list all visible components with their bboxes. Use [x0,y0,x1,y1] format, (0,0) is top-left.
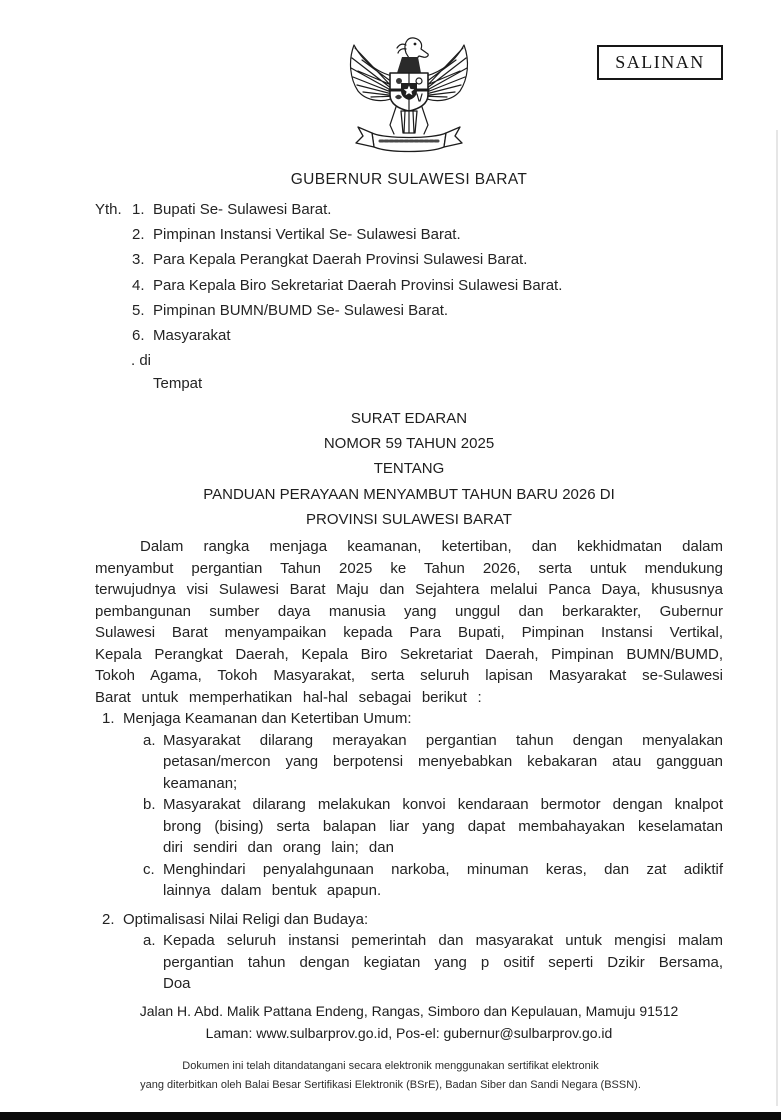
scan-edge-line [776,130,778,1106]
title-line-tentang: TENTANG [373,460,445,478]
section-1 [95,708,723,902]
sub-item-letter: a. [143,932,156,949]
salinan-stamp [597,45,723,80]
bottom-scan-bar [0,1112,781,1120]
addressee-text: Bupati Se- Sulawesi Barat. [153,201,332,218]
section-heading: Optimalisasi Nilai Religi dan Budaya: [123,910,369,928]
section-number: 2. [102,910,115,928]
sub-item-text: Masyarakat dilarang melakukan konvoi kendaraan bermotor dengan knalpot brong (bising) serta balapan liar yang dapat membahayakan keselamatan diri sendiri dan orang lain; dan [163,796,723,856]
addressee-row [95,249,723,274]
section-2 [95,909,723,995]
footer-address-block [95,1000,723,1044]
garuda-pancasila-emblem [344,33,474,161]
section-heading: Menjaga Keamanan dan Ketertiban Umum: [123,710,412,727]
addressee-text: Pimpinan Instansi Vertikal Se- Sulawesi Barat. [153,226,461,244]
salinan-stamp-label: SALINAN [615,52,705,72]
addressee-number: 4. [132,276,145,294]
sub-item-letter: b. [143,796,156,813]
addressee-number: 5. [132,301,145,319]
addressee-row [95,300,723,325]
addressee-row [95,275,723,300]
addressee-number: 2. [132,226,145,244]
sub-item-text: Menghindari penyalahgunaan narkoba, minuman keras, dan zat adiktif lainnya dalam bentuk apapun. [163,860,723,899]
esign-notice [0,1057,781,1095]
addressee-text: Para Kepala Perangkat Daerah Provinsi Sulawesi Barat. [153,251,528,269]
addressee-row [95,199,723,224]
sub-item-letter: a. [143,731,156,749]
addressee-text: Pimpinan BUMN/BUMD Se- Sulawesi Barat. [153,301,449,319]
sub-item [143,930,723,995]
addressee-text: Para Kepala Biro Sekretariat Daerah Provinsi Sulawesi Barat. [153,276,563,294]
letterhead-title: GUBERNUR SULAWESI BARAT [290,171,528,188]
sub-item [143,859,723,902]
addressee-number: 6. [132,326,145,344]
addressee-number: 3. [132,251,145,269]
addressee-list [95,199,723,398]
title-line-subject-1: PANDUAN PERAYAAN MENYAMBUT TAHUN BARU 2026 DI [203,485,615,503]
footer-contact-line: Laman: www.sulbarprov.go.id, Pos-el: gubernur@sulbarprov.go.id [205,1025,613,1041]
sub-item-text: Kepada seluruh instansi pemerintah dan masyarakat untuk mengisi malam pergantian tahun dengan kegiatan yang p ositif seperti Dzikir Bersama, Doa [163,932,723,992]
footer-address-line: Jalan H. Abd. Malik Pattana Endeng, Rangas, Simboro dan Kepulauan, Mamuju 91512 [139,1003,679,1019]
sub-item [143,794,723,859]
addressee-row [95,224,723,249]
esign-notice-line-1: Dokumen ini telah ditandatangani secara elektronik menggunakan sertifikat elektronik [182,1060,599,1072]
title-line-type: SURAT EDARAN [350,410,468,427]
title-line-number: NOMOR 59 TAHUN 2025 [323,435,495,453]
addressee-location-di: . di [131,352,152,370]
addressee-number: 1. [132,201,145,218]
opening-paragraph: Dalam rangka menjaga keamanan, ketertiban, dan kekhidmatan dalam menyambut pergantian Tahun 2025 ke Tahun 2026, serta untuk mendukung terwujudnya visi Sulawesi Barat Maju dan Sejahtera melalui Panca Daya, khususnya pembangunan sumber daya manusia yang unggul dan berkarakter, Gubernur Sulawesi Barat menyampaikan kepada Para Bupati, Pimpinan Instansi Vertikal, Kepala Perangkat Daerah, Kepala Biro Sekretariat Daerah, Pimpinan BUMN/BUMD, Tokoh Agama, Tokoh Masyarakat, serta seluruh lapisan Masyarakat se-Sulawesi Barat untuk memperhatikan hal-hal sebagai berikut : [95,538,723,706]
title-line-subject-2: PROVINSI SULAWESI BARAT [306,510,512,528]
sub-item [143,730,723,795]
addressee-row [95,325,723,350]
document-body [95,536,723,995]
addressee-prefix: Yth. [95,201,122,218]
addressee-text: Masyarakat [153,326,231,344]
esign-notice-line-2: yang diterbitkan oleh Balai Besar Sertifikasi Elektronik (BSrE), Badan Siber dan Sandi Negara (BSSN). [140,1079,641,1091]
sub-item-text: Masyarakat dilarang merayakan pergantian tahun dengan menyalakan petasan/mercon yang berpotensi menyebabkan kebakaran atau gangguan keamanan; [163,731,723,792]
addressee-location-place: Tempat [153,375,203,393]
document-title-block [95,406,723,532]
section-number: 1. [102,710,115,727]
sub-item-letter: c. [143,860,155,878]
